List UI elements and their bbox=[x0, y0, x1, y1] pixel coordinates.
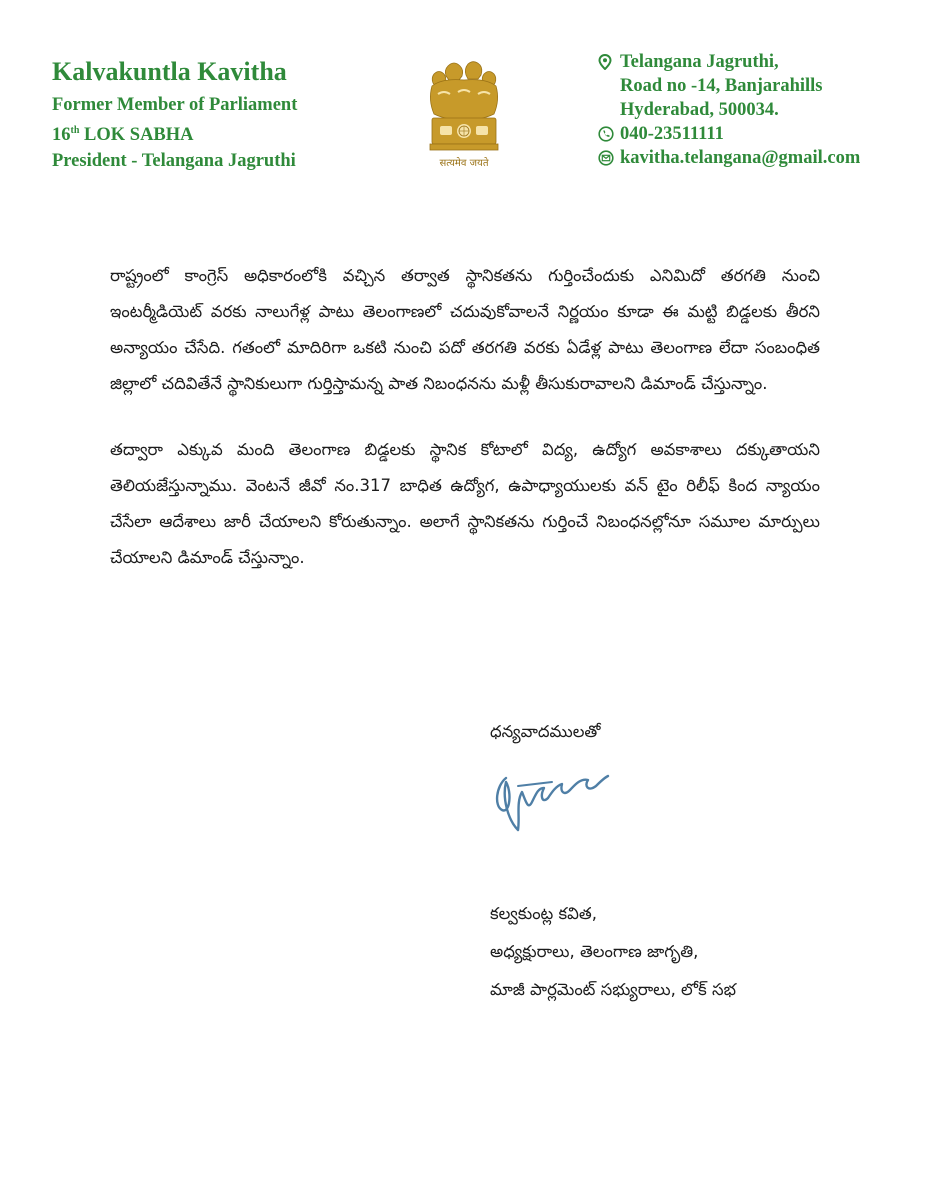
signatory-name: కల్వకుంట్ల కవిత, bbox=[490, 904, 597, 923]
signatory-role-1: అధ్యక్షురాలు, తెలంగాణ జాగృతి, bbox=[490, 942, 699, 961]
signatory-block bbox=[490, 895, 736, 1009]
paragraph-2: తద్వారా ఎక్కువ మంది తెలంగాణ బిడ్డలకు స్థానిక కోటాలో విద్య, ఉద్యోగ అవకాశాలు దక్కుతాయని తెలియజేస్తున్నాము. వెంటనే జీవో నం.317 బాధిత ఉద్యోగ, ఉపాధ్యాయులకు వన్ టైం రిలీఫ్ కింద న్యాయం చేసేలా ఆదేశాలు జారీ చేయాలని కోరుతున్నాం. అలాగే స్థానికతను గుర్తించే నిబంధనల్లోనూ సమూల మార్పులు చేయాలని డిమాండ్ చేస్తున్నాం. bbox=[110, 440, 820, 567]
email-row bbox=[598, 146, 860, 170]
letter-body bbox=[110, 258, 820, 576]
lok-sabha-suffix: th bbox=[70, 125, 80, 136]
spacer bbox=[598, 74, 620, 98]
address-row-2 bbox=[598, 74, 860, 98]
address-line-3: Hyderabad, 500034. bbox=[620, 100, 779, 120]
phone-row bbox=[598, 122, 860, 146]
signatory-role-2: మాజీ పార్లమెంట్ సభ్యురాలు, లోక్ సభ bbox=[490, 980, 736, 999]
email-address: kavitha.telangana@gmail.com bbox=[620, 148, 861, 168]
paragraph-1: రాష్ట్రంలో కాంగ్రెస్ అధికారంలోకి వచ్చిన తర్వాత స్థానికతను గుర్తించేందుకు ఎనిమిదో తరగతి నుంచి ఇంటర్మీడియెట్ వరకు నాలుగేళ్ల పాటు తెలంగాణలో చదువుకోవాలనే నిర్ణయం కూడా ఈ మట్టి బిడ్డలకు తీరని అన్యాయం చేసేది. గతంలో మాదిరిగా ఒకటి నుంచి పదో తరగతి వరకు ఏడేళ్ల పాటు తెలంగాణ లేదా సంబంధిత జిల్లాలో చదివితేనే స్థానికులుగా గుర్తిస్తామన్న పాత నిబంధనను మళ్లీ తీసుకురావాలని డిమాండ్ చేస్తున్నాం. bbox=[110, 266, 820, 393]
sender-name: Kalvakuntla Kavitha bbox=[52, 57, 287, 86]
lok-sabha-number: 16 bbox=[52, 125, 71, 145]
signature-image bbox=[488, 758, 618, 838]
phone-number: 040-23511111 bbox=[620, 124, 724, 144]
national-emblem-icon bbox=[418, 58, 510, 180]
sender-title-3: President - Telangana Jagruthi bbox=[52, 151, 296, 171]
closing-salutation: ధన్యవాదములతో bbox=[490, 722, 601, 741]
sender-title-1: Former Member of Parliament bbox=[52, 95, 298, 115]
spacer bbox=[598, 98, 620, 122]
letterhead-left bbox=[52, 56, 297, 174]
location-pin-icon bbox=[598, 50, 620, 74]
letterhead-right bbox=[598, 50, 860, 170]
lok-sabha-label: LOK SABHA bbox=[84, 125, 194, 145]
address-line-2: Road no -14, Banjarahills bbox=[620, 76, 823, 96]
sender-title-2 bbox=[52, 118, 297, 148]
emblem-motto: सत्यमेव जयते bbox=[439, 158, 489, 169]
address-line-1: Telangana Jagruthi, bbox=[620, 52, 779, 72]
address-row bbox=[598, 50, 860, 74]
address-row-3 bbox=[598, 98, 860, 122]
email-icon bbox=[598, 146, 620, 170]
phone-icon bbox=[598, 122, 620, 146]
